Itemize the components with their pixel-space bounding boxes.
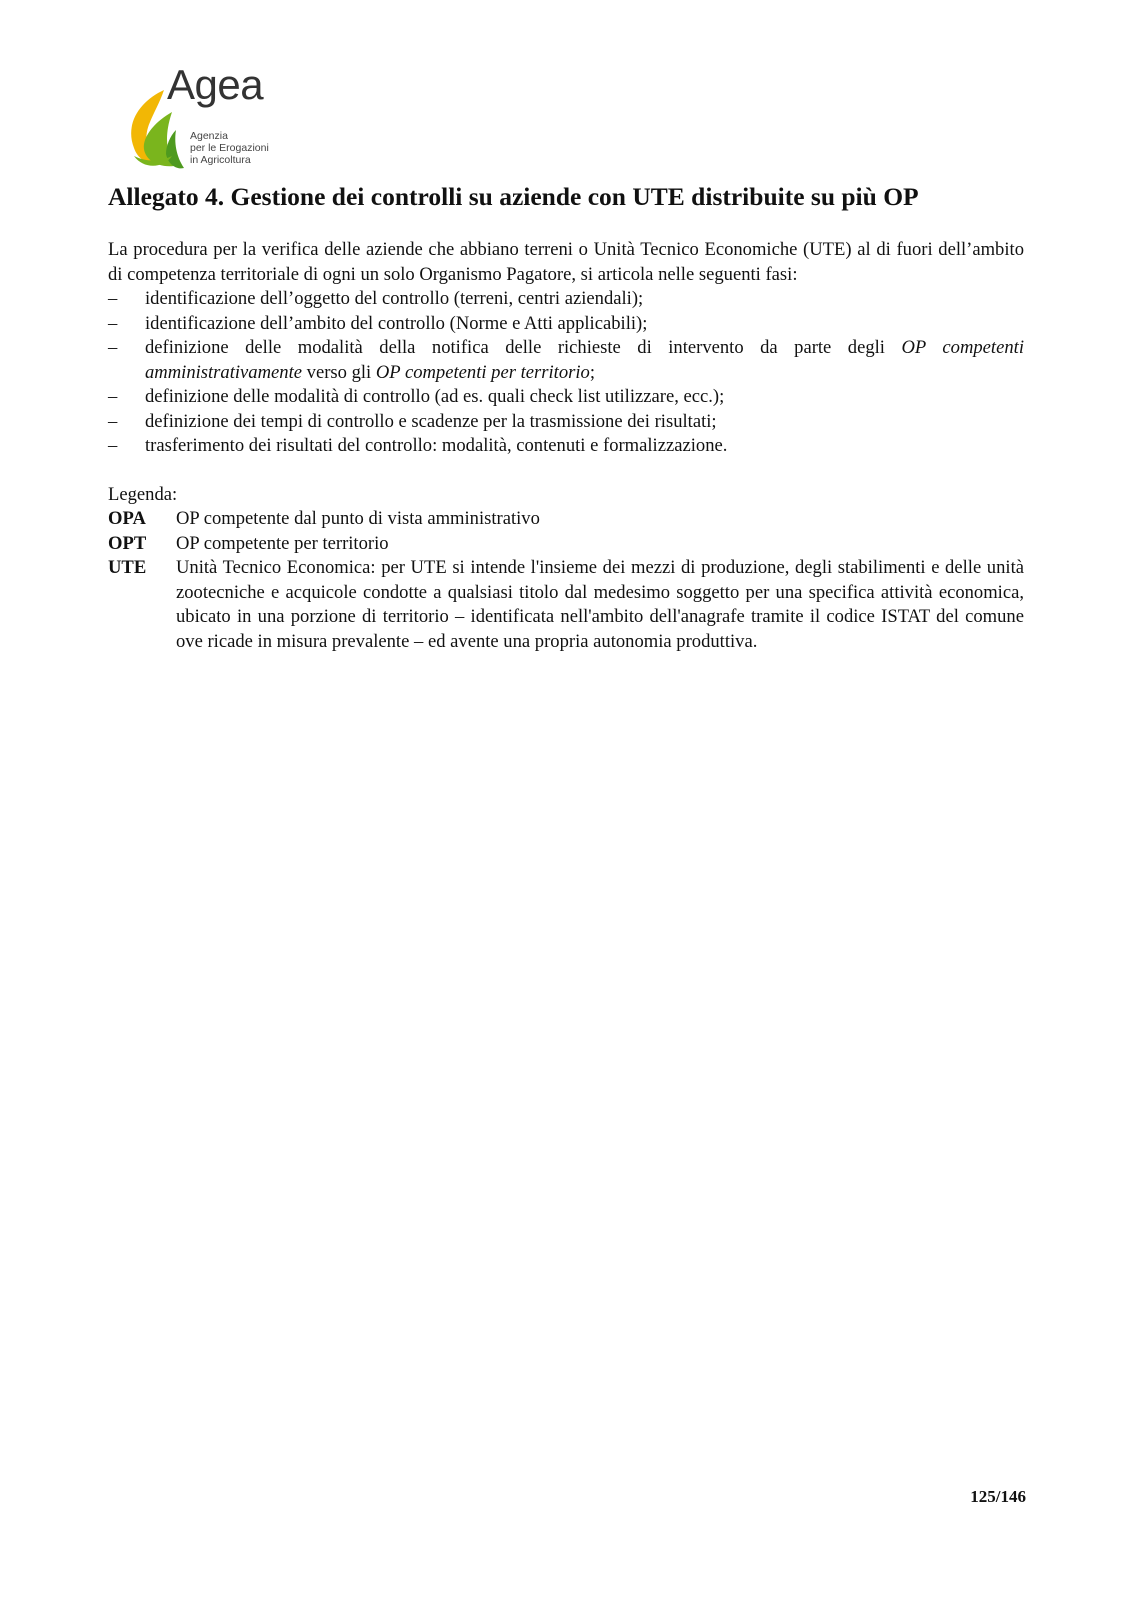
agea-logo: [120, 61, 290, 175]
list-item-text: [145, 337, 1024, 383]
legend-row: [108, 556, 1024, 654]
intro-paragraph: La procedura per la verifica delle aziende che abbiano terreni o Unità Tecnico Economiche (UTE) al di fuori dell’ambito di competenza territoriale di ogni un solo Organismo Pagatore, si articola nelle seguenti fasi:: [108, 239, 1024, 285]
list-item-text-part: ;: [589, 361, 596, 383]
document-title: Allegato 4. Gestione dei controlli su aziende con UTE distribuite su più OP: [108, 182, 919, 211]
list-item: [108, 336, 1024, 385]
legend-abbreviation: OPA: [108, 508, 146, 529]
list-item: [108, 312, 1024, 337]
legend-row: [108, 532, 1024, 557]
legend-description: OP competente dal punto di vista amministrativo: [176, 508, 540, 529]
legend-row: [108, 507, 1024, 532]
logo-subtitle-line: in Agricoltura: [190, 154, 251, 166]
list-item-text: definizione delle modalità di controllo (ad es. quali check list utilizzare, ecc.);: [145, 386, 725, 407]
bullet-dash: –: [108, 337, 118, 358]
legend-title: Legenda:: [108, 483, 178, 505]
legend-abbreviation: UTE: [108, 557, 147, 578]
legend-abbreviation: OPT: [108, 532, 147, 554]
logo-subtitle: [190, 130, 269, 166]
list-item-text: trasferimento dei risultati del controllo: modalità, contenuti e formalizzazione.: [145, 435, 728, 456]
list-item: [108, 385, 1024, 410]
legend-description: Unità Tecnico Economica: per UTE si intende l'insieme dei mezzi di produzione, degli stabilimenti e delle unità zootecniche e acquicole condotte a qualsiasi titolo dal medesimo soggetto per una specifica attività economica, ubicato in una porzione di territorio – identificata nell'ambito dell'anagrafe tramite il codice ISTAT del comune ove ricade in misura prevalente – ed avente una propria autonomia produttiva.: [176, 557, 1024, 652]
list-item-text-part: verso gli: [302, 361, 376, 383]
bullet-dash: –: [108, 312, 118, 334]
logo-subtitle-line: per le Erogazioni: [190, 142, 269, 154]
list-item-text: identificazione dell’oggetto del controllo (terreni, centri aziendali);: [145, 288, 644, 309]
list-item: [108, 434, 1024, 459]
bullet-dash: –: [108, 386, 118, 407]
emphasis-opt: OP competenti per territorio: [375, 361, 590, 383]
document-body: [108, 238, 1024, 654]
page-number: 125/146: [970, 1487, 1026, 1506]
phases-list: [108, 287, 1024, 459]
legend-description: OP competente per territorio: [176, 532, 389, 554]
emphasis-opa: OP competenti amministrativamente: [145, 337, 1024, 383]
list-item-text: definizione dei tempi di controllo e scadenze per la trasmissione dei risultati;: [145, 410, 717, 432]
list-item-text-part: definizione delle modalità della notifica delle richieste di intervento da parte degli: [145, 337, 902, 358]
logo-subtitle-line: Agenzia: [190, 130, 228, 142]
bullet-dash: –: [108, 410, 118, 432]
bullet-dash: –: [108, 435, 118, 456]
legend: [108, 507, 1024, 654]
list-item: [108, 287, 1024, 312]
list-item-text: identificazione dell’ambito del controllo (Norme e Atti applicabili);: [145, 312, 648, 334]
bullet-dash: –: [108, 288, 118, 309]
list-item: [108, 410, 1024, 435]
logo-wordmark: Agea: [167, 61, 264, 108]
